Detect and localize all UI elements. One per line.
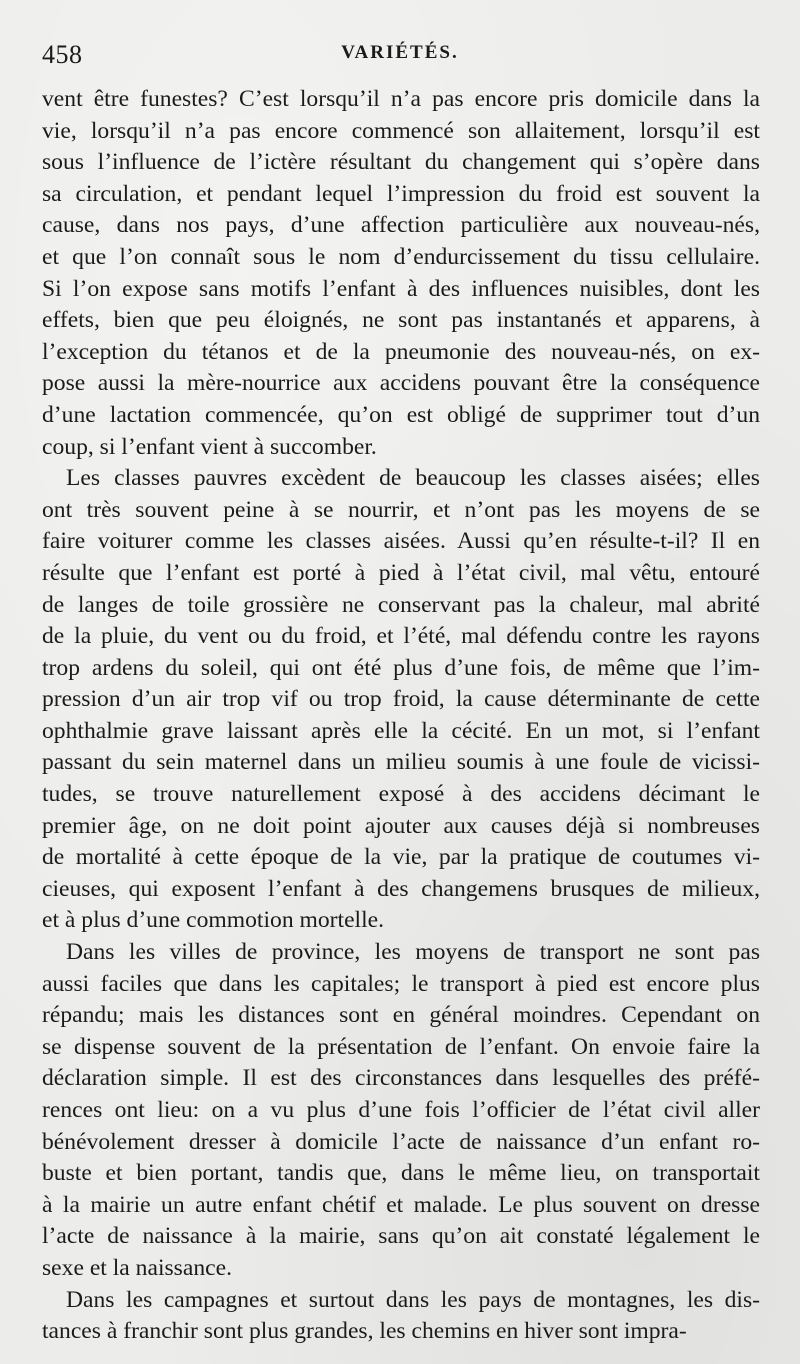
text-line: de la pluie, du vent ou du froid, et l’été, mal défendu contre les rayons (42, 623, 760, 650)
text-line: coup, si l’enfant vient à succomber. (42, 433, 377, 460)
paragraph (42, 463, 760, 937)
text-line: ophthalmie grave laissant après elle la cécité. En un mot, si l’enfant (42, 717, 760, 744)
text-line: effets, bien que peu éloignés, ne sont pas instantanés et apparens, à (42, 307, 760, 334)
text-line: pression d’un air trop vif ou trop froid, la cause déterminante de cette (42, 686, 760, 713)
text-line: cause, dans nos pays, d’une affection particulière aux nouveau-nés, (42, 212, 760, 239)
text-line: cieuses, qui exposent l’enfant à des changemens brusques de milieux, (42, 875, 760, 902)
text-line: répandu; mais les distances sont en général moindres. Cependant on (42, 1002, 760, 1029)
text-line: Si l’on expose sans motifs l’enfant à des influences nuisibles, dont les (42, 275, 760, 302)
text-line: rences ont lieu: on a vu plus d’une fois l’officier de l’état civil aller (42, 1097, 760, 1123)
text-line: tudes, se trouve naturellement exposé à des accidens décimant le (42, 781, 760, 808)
text-line: et que l’on connaît sous le nom d’endurcissement du tissu cellulaire. (42, 243, 760, 270)
text-line: ont très souvent peine à se nourrir, et n’ont pas les moyens de se (42, 496, 760, 523)
text-line: et à plus d’une commotion mortelle. (42, 907, 385, 934)
text-line: vent être funestes? C’est lorsqu’il n’a pas encore pris domicile dans la (42, 86, 760, 112)
text-line: sous l’influence de l’ictère résultant du changement qui s’opère dans (42, 149, 760, 176)
page-header (42, 40, 758, 80)
text-line: faire voiturer comme les classes aisées. Aussi qu’en résulte-t-il? Il en (42, 528, 760, 555)
text-line: aussi faciles que dans les capitales; le transport à pied est encore plus (42, 970, 760, 997)
text-line: passant du sein maternel dans un milieu soumis à une foule de vicissi- (42, 749, 760, 776)
running-head: VARIÉTÉS. (341, 42, 459, 63)
text-line: de mortalité à cette époque de la vie, par la pratique de coutumes vi- (42, 844, 760, 871)
text-line: Dans les campagnes et surtout dans les pays de montagnes, les dis- (66, 1286, 760, 1313)
text-line: résulte que l’enfant est porté à pied à l’état civil, mal vêtu, entouré (42, 559, 760, 586)
text-line: buste et bien portant, tandis que, dans le même lieu, on transportait (42, 1160, 760, 1187)
text-line: Les classes pauvres excèdent de beaucoup les classes aisées; elles (66, 465, 760, 492)
text-line: d’une lactation commencée, qu’on est obligé de supprimer tout d’un (42, 401, 760, 428)
paragraph (42, 937, 760, 1285)
text-line: de langes de toile grossière ne conservant pas la chaleur, mal abrité (42, 591, 760, 618)
text-line: sexe et la naissance. (42, 1254, 232, 1281)
text-line: sa circulation, et pendant lequel l’impression du froid est souvent la (42, 180, 760, 207)
page-number: 458 (42, 40, 83, 69)
paragraph (42, 1285, 760, 1348)
text-line: à la mairie un autre enfant chétif et malade. Le plus souvent on dresse (42, 1191, 760, 1218)
text-line: l’acte de naissance à la mairie, sans qu’on ait constaté légalement le (42, 1223, 760, 1250)
text-line: premier âge, on ne doit point ajouter aux causes déjà si nombreuses (42, 812, 760, 839)
text-line: bénévolement dresser à domicile l’acte de naissance d’un enfant ro- (42, 1128, 760, 1155)
text-line: déclaration simple. Il est des circonstances dans lesquelles des préfé- (42, 1065, 760, 1092)
text-line: Dans les villes de province, les moyens de transport ne sont pas (66, 939, 760, 966)
text-line: trop ardens du soleil, qui ont été plus d’une fois, de même que l’im- (42, 654, 760, 681)
text-line: vie, lorsqu’il n’a pas encore commencé son allaitement, lorsqu’il est (42, 117, 760, 144)
text-line: se dispense souvent de la présentation de l’enfant. On envoie faire la (42, 1033, 760, 1060)
text-line: pose aussi la mère-nourrice aux accidens pouvant être la conséquence (42, 370, 760, 397)
text-line: l’exception du tétanos et de la pneumonie des nouveau-nés, on ex- (42, 338, 760, 365)
text-line: tances à franchir sont plus grandes, les chemins en hiver sont impra- (42, 1318, 687, 1345)
paragraph (42, 84, 760, 463)
body-text (42, 84, 760, 1348)
